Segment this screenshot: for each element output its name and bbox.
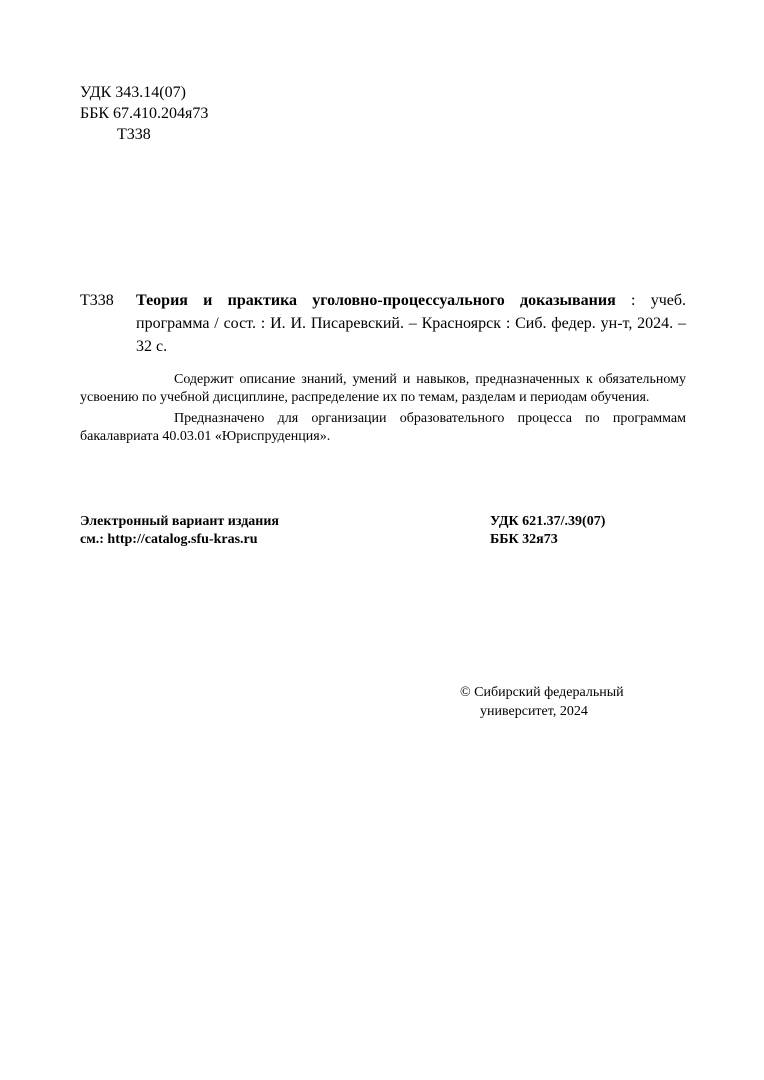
electronic-version-block [80, 513, 279, 549]
copyright-line-1: © Сибирский федеральный [460, 685, 624, 700]
catalog-link[interactable]: см.: http://catalog.sfu-kras.ru [80, 532, 258, 547]
classification-block [80, 82, 208, 145]
electronic-version-label: Электронный вариант издания [80, 514, 279, 529]
record-author-sign: Т338 [80, 292, 114, 309]
bibliographic-record [136, 289, 686, 358]
annotation-paragraph-2: Предназначено для организации образовательного процесса по программам бакалавриата 40.03.01 «Юриспруденция». [80, 411, 686, 444]
udk-code-2: УДК 621.37/.39(07) [490, 514, 606, 529]
author-sign: Т338 [117, 126, 151, 143]
bbk-code-2: ББК 32я73 [490, 532, 558, 547]
annotation [80, 371, 686, 446]
copyright-block [460, 683, 624, 721]
record-title: Теория и практика уголовно-процессуального доказывания [136, 292, 616, 309]
copyright-line-2: университет, 2024 [480, 704, 588, 719]
annotation-paragraph-1: Содержит описание знаний, умений и навыков, предназначенных к обязательному усвоению по учебной дисциплине, распределение их по темам, разделам и периодам обучения. [80, 372, 686, 405]
record-details: : учеб. программа / сост. : И. И. Писаревский. – Красноярск : Сиб. федер. ун-т, 2024. – 32 с. [136, 292, 686, 355]
udk-code: УДК 343.14(07) [80, 84, 186, 101]
bbk-code: ББК 67.410.204я73 [80, 105, 209, 122]
classification-block-2 [490, 513, 605, 549]
